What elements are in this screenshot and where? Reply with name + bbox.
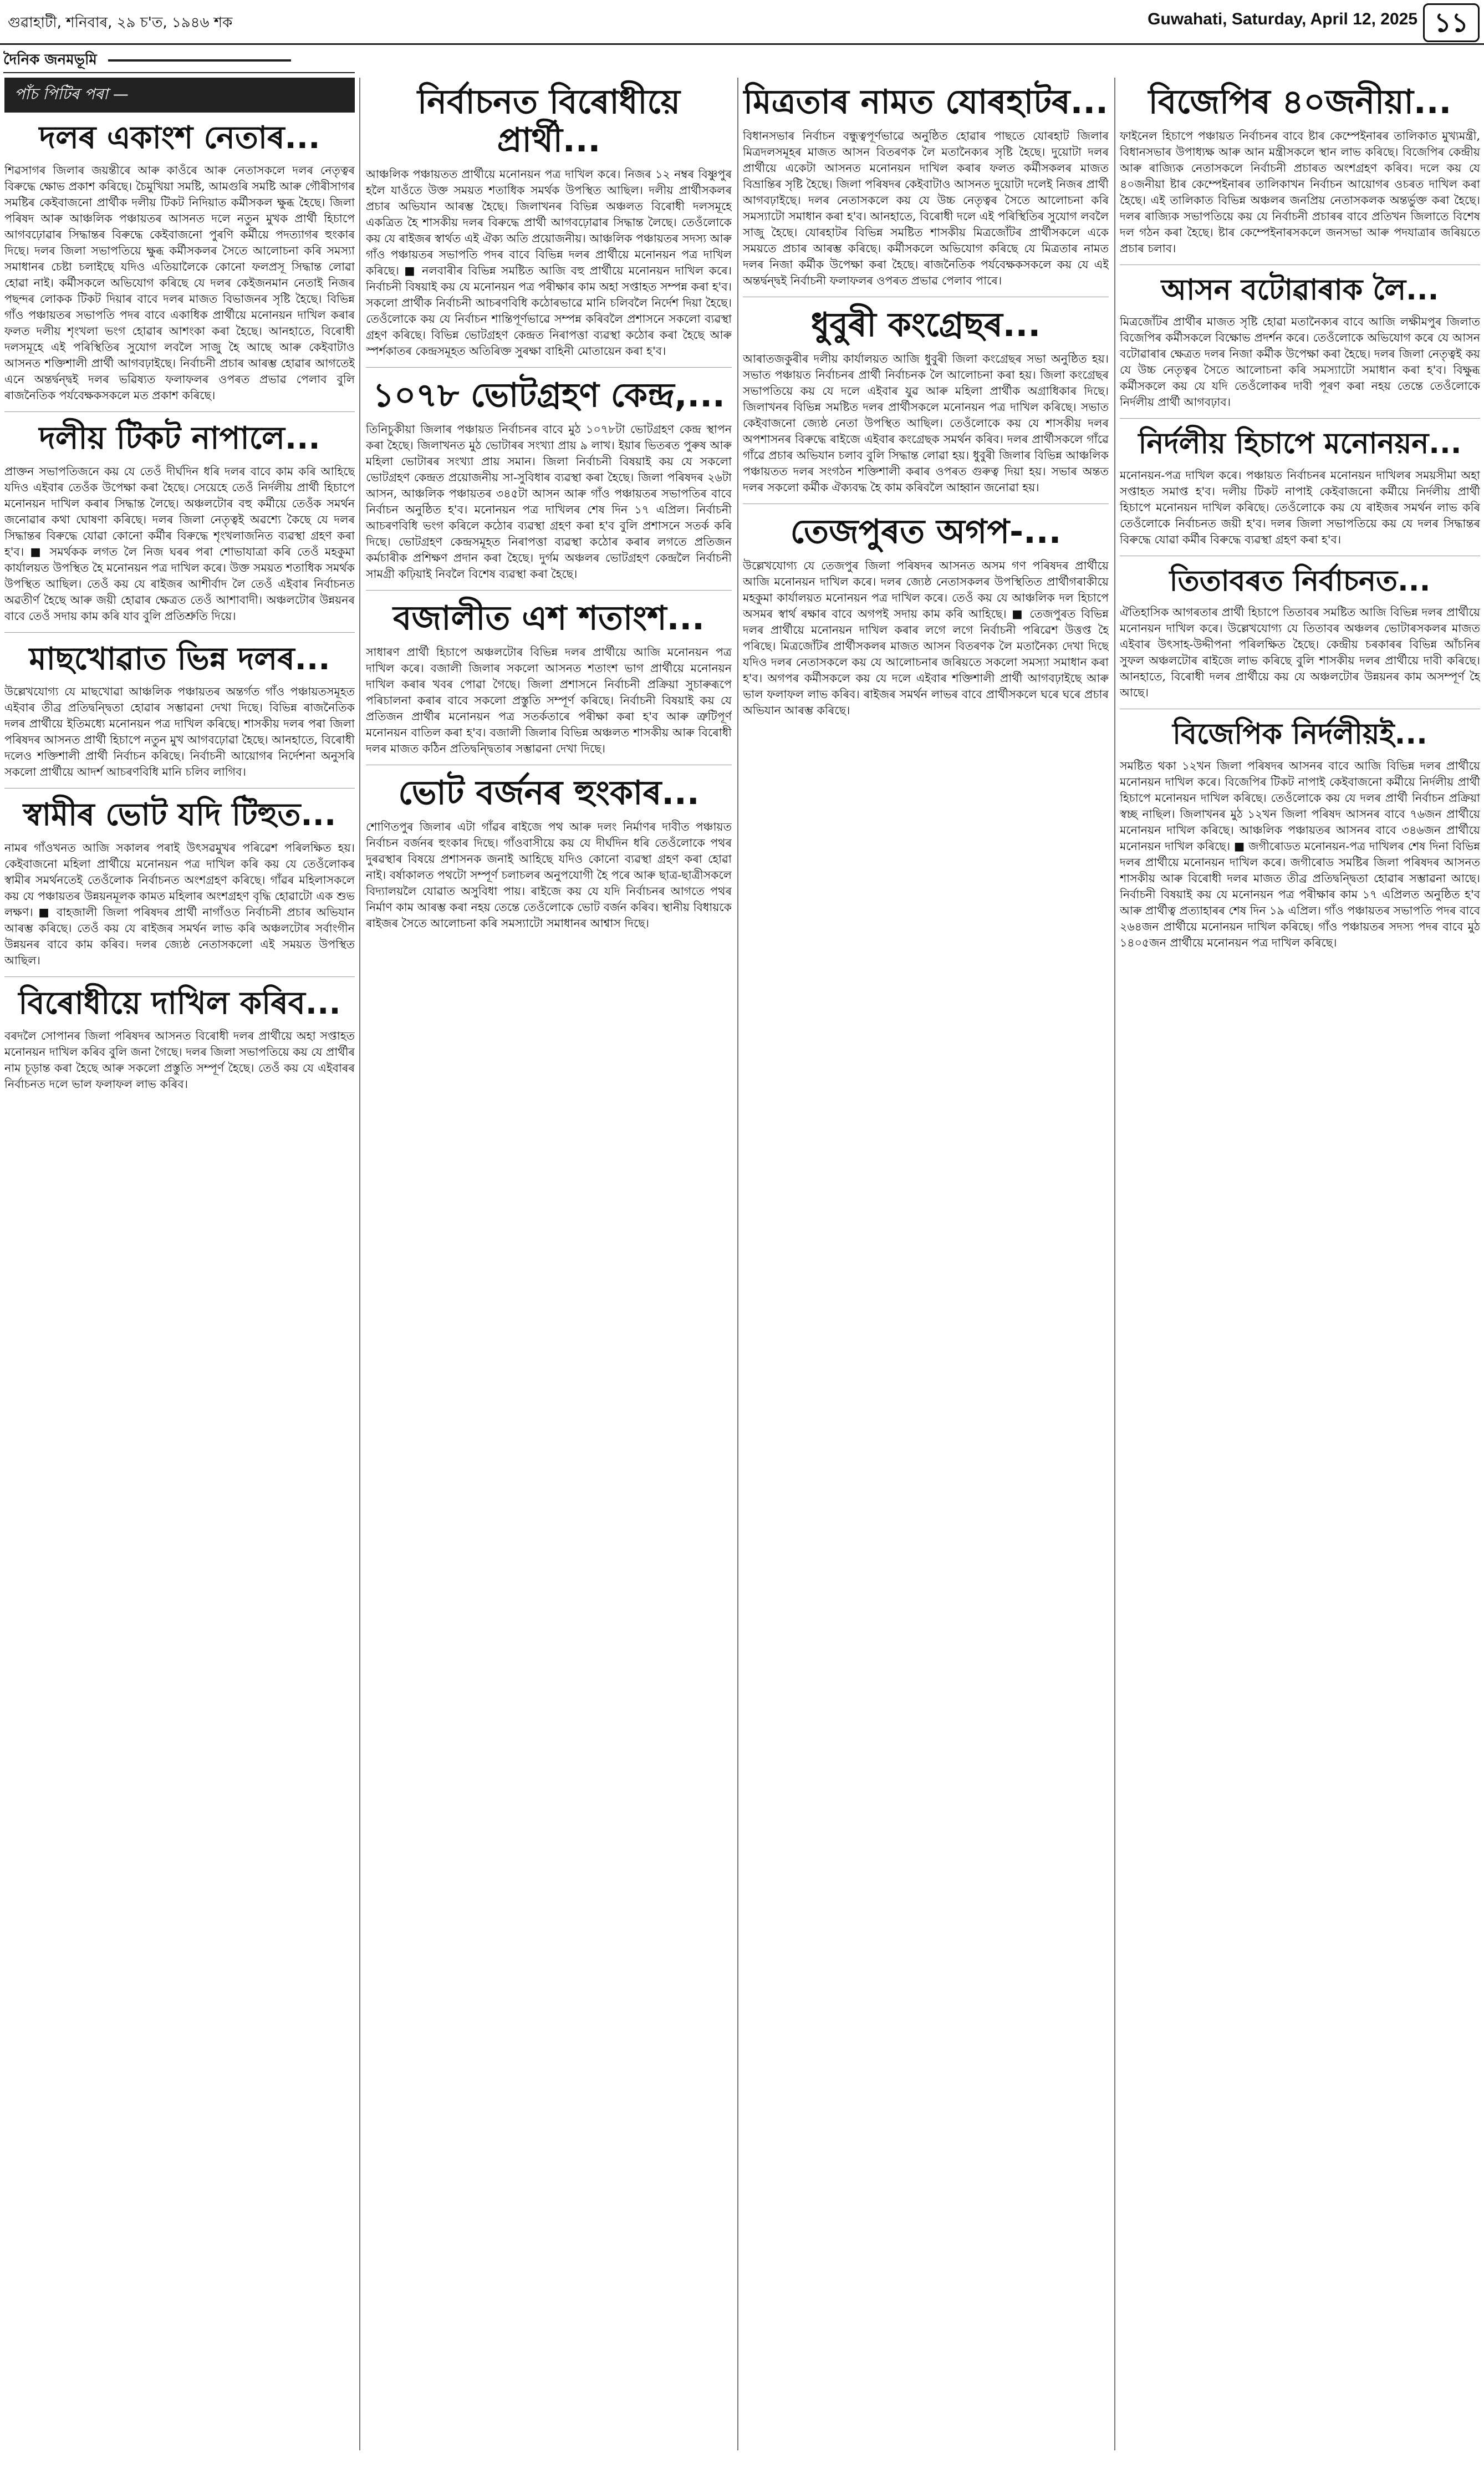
column-3	[743, 78, 1109, 2450]
article	[743, 513, 1109, 726]
paper-name	[3, 48, 355, 73]
article-headline[interactable]: বজালীত এশ শতাংশ...	[393, 599, 705, 638]
article	[366, 377, 732, 591]
article-headline[interactable]: দলৰ একাংশ নেতাৰ...	[39, 120, 320, 156]
article-body: ঐতিহাসিক আগৰতাৰ প্ৰাৰ্থী হিচাপে তিতাবৰ সমষ্টিত আজি বিভিন্ন দলৰ প্ৰাৰ্থীয়ে মনোনয়ন দাখিল কৰে। উল্লেখযোগ্য যে তিতাবৰ অঞ্চলৰ ভোটাৰসকলৰ মাজত এইবাৰ উৎসাহ-উদ্দীপনা পৰিলক্ষিত হৈছে। কেন্দ্ৰীয় চৰকাৰৰ বিভিন্ন আঁচনিৰ সুফল অঞ্চলটোৰ ৰাইজে লাভ কৰিছে বুলি শাসকীয় দলৰ প্ৰাৰ্থীয়ে দাবী কৰিছে। আনহাতে, বিৰোধী দলৰ প্ৰাৰ্থীয়ে কয় যে অঞ্চলটোৰ উন্নয়নৰ কাম অসম্পূৰ্ণ হৈ আছে।	[1120, 606, 1480, 700]
paper-name-text: দৈনিক জনমভূমি	[3, 52, 97, 68]
article	[4, 642, 355, 789]
article-headline[interactable]: বিৰোধীয়ে দাখিল কৰিব...	[18, 985, 341, 1021]
article	[1120, 428, 1480, 556]
article	[743, 83, 1109, 297]
article-headline[interactable]: স্বামীৰ ভোট যদি টিহুত...	[23, 797, 336, 833]
article-body: শিৱসাগৰ জিলাৰ জয়ন্তীৰে আৰু কাওঁৰে আৰু নেতাসকলে দলৰ নেতৃত্বৰ বিৰুদ্ধে ক্ষোভ প্ৰকাশ কৰিছে। চৈমুখিয়া সমষ্টি, আমগুৰি সমষ্টি আৰু গৌৰীসাগৰ সমষ্টিৰ কেইবাজনো প্ৰাৰ্থীক দলীয় টিকট নিদিয়াত কৰ্মীসকল ক্ষুব্ধ হৈছে। জিলা পৰিষদ আৰু আঞ্চলিক পঞ্চায়তৰ আসনত দলে নতুন মুখক প্ৰাৰ্থী হিচাপে আগবঢ়োৱাৰ সিদ্ধান্তৰ বিৰুদ্ধে কেইবাজনো পুৰণি কৰ্মীয়ে পদত্যাগৰ হুংকাৰ দিছে। দলৰ জিলা সভাপতিয়ে ক্ষুব্ধ কৰ্মীসকলৰ সৈতে আলোচনা কৰি সমস্যা সমাধানৰ চেষ্টা চলাইছে যদিও এতিয়ালৈকে কোনো ফলপ্ৰসূ সিদ্ধান্ত লোৱা হোৱা নাই। কৰ্মীসকলে অভিযোগ কৰিছে যে দলৰ কেইজনমান নেতাই নিজৰ পছন্দৰ লোকক টিকট দিয়াৰ বাবে দলৰ মাজত বিভাজনৰ সৃষ্টি হৈছে। বিভিন্ন গাঁও পঞ্চায়তৰ সভাপতি পদৰ বাবে একাধিক প্ৰাৰ্থীয়ে মনোনয়ন দাখিল কৰাৰ ফলত দলীয় শৃংখলা ভংগ হোৱাৰ আশংকা কৰা হৈছে। আনহাতে, বিৰোধী দলসমূহে এই পৰিস্থিতিৰ সুযোগ লবলৈ সাজু হৈ আছে আৰু কেইবাটাও আসনত শক্তিশালী প্ৰাৰ্থী আগবঢ়াইছে। নিৰ্বাচনী প্ৰচাৰ আৰম্ভ হোৱাৰ আগতেই এনে অন্তৰ্দ্বন্দ্বই দলৰ ভৱিষ্যত ফলাফলৰ ওপৰত প্ৰভাৱ পেলাব বুলি ৰাজনৈতিক পৰ্যবেক্ষকসকলে মত প্ৰকাশ কৰিছে।	[4, 164, 355, 403]
article	[1120, 274, 1480, 419]
article-headline[interactable]: তিতাবৰত নিৰ্বাচনত...	[1169, 564, 1431, 598]
continued-tag: পাঁচ পিটিৰ পৰা —	[4, 78, 355, 113]
column-divider	[359, 78, 360, 2450]
column-divider	[737, 78, 738, 2450]
article	[4, 421, 355, 632]
article-headline[interactable]: মিত্ৰতাৰ নামত যোৰহাটৰ...	[743, 83, 1108, 121]
column-1	[4, 78, 355, 2450]
article	[4, 797, 355, 976]
date-english: Guwahati, Saturday, April 12, 2025	[1148, 10, 1417, 28]
column-divider	[1114, 78, 1115, 2450]
article-body: সাধাৰণ প্ৰাৰ্থী হিচাপে অঞ্চলটোৰ বিভিন্ন দলৰ প্ৰাৰ্থীয়ে আজি মনোনয়ন পত্ৰ দাখিল কৰে। বজালী জিলাৰ সকলো আসনত শতাংশ ভাগ প্ৰাৰ্থীয়ে মনোনয়ন দাখিল কৰাৰ খবৰ পোৱা গৈছে। জিলা প্ৰশাসনে নিৰ্বাচনী প্ৰক্ৰিয়া সুচাৰুৰূপে পৰিচালনা কৰাৰ বাবে সকলো প্ৰস্তুতি সম্পূৰ্ণ কৰিছে। নিৰ্বাচনী বিষয়াই কয় যে প্ৰতিজন প্ৰাৰ্থীৰ মনোনয়ন পত্ৰ সতৰ্কতাৰে পৰীক্ষা কৰা হ'ব আৰু ত্ৰুটিপূৰ্ণ মনোনয়ন বাতিল কৰা হ'ব। বজালী জিলাৰ বিভিন্ন অঞ্চলত শাসকীয় আৰু বিৰোধী দলৰ মাজত কঠিন প্ৰতিদ্বন্দ্বিতাৰ সম্ভাৱনা দেখা দিছে।	[366, 645, 732, 755]
article	[1120, 83, 1480, 265]
article-headline[interactable]: দলীয় টিকট নাপালে...	[39, 420, 320, 457]
article-body: উল্লেখযোগ্য যে মাছখোৱা আঞ্চলিক পঞ্চায়তৰ অন্তৰ্গত গাঁও পঞ্চায়তসমূহত এইবাৰ তীব্ৰ প্ৰতিদ্বন্দ্বিতা হোৱাৰ সম্ভাৱনা দেখা দিছে। বিভিন্ন ৰাজনৈতিক দলৰ প্ৰাৰ্থীয়ে ইতিমধ্যে মনোনয়ন পত্ৰ দাখিল কৰিছে। শাসকীয় দলৰ পৰা জিলা পৰিষদৰ আসনত প্ৰাৰ্থী হিচাপে নতুন মুখ আগবঢ়োৱা হৈছে। আনহাতে, বিৰোধী দলেও শক্তিশালী প্ৰাৰ্থী নিৰ্বাচন কৰিছে। নিৰ্বাচনী আয়োগৰ নিৰ্দেশনা অনুসৰি সকলো প্ৰাৰ্থীয়ে আদৰ্শ আচৰণবিধি মানি চলিব লাগিব।	[4, 685, 355, 779]
article	[366, 774, 732, 939]
article	[4, 120, 355, 412]
article-body: মিত্ৰজোঁটৰ প্ৰাৰ্থীৰ মাজত সৃষ্টি হোৱা মতানৈক্যৰ বাবে আজি লক্ষীমপুৰ জিলাত বিজেপিৰ কৰ্মীসকলে বিক্ষোভ প্ৰদৰ্শন কৰে। তেওঁলোকে অভিযোগ কৰে যে আসন বটোৱাৰাৰ ক্ষেত্ৰত দলৰ নিজা কৰ্মীক উপেক্ষা কৰা হৈছে। দলৰ জিলা নেতৃত্বই কয় যে উচ্চ নেতৃত্বৰ সৈতে আলোচনা কৰি সমস্যাটো সমাধান কৰা হ'ব। বিক্ষুব্ধ কৰ্মীসকলে কয় যে যদি তেওঁলোকৰ দাবী পূৰণ কৰা নহয় তেন্তে তেওঁলোকে নিৰ্দলীয় প্ৰাৰ্থী আগবঢ়াব।	[1120, 314, 1480, 409]
column-4	[1120, 78, 1480, 2450]
article	[1120, 565, 1480, 710]
date-local: গুৱাহাটী, শনিবাৰ, ২৯ চ'ত, ১৯৪৬ শক	[8, 14, 233, 31]
article-headline[interactable]: নিৰ্দলীয় হিচাপে মনোনয়ন...	[1138, 426, 1462, 460]
article-body: প্ৰাক্তন সভাপতিজনে কয় যে তেওঁ দীৰ্ঘদিন ধৰি দলৰ বাবে কাম কৰি আহিছে যদিও এইবাৰ তেওঁক উপেক্ষা কৰা হৈছে। সেয়েহে তেওঁ নিৰ্দলীয় প্ৰাৰ্থী হিচাপে মনোনয়ন দাখিল কৰাৰ সিদ্ধান্ত লৈছে। অঞ্চলটোৰ বহু কৰ্মীয়ে তেওঁক সমৰ্থন জনোৱাৰ কথা ঘোষণা কৰিছে। দলৰ জিলা নেতৃত্বই অৱশ্যে কৈছে যে দলৰ সিদ্ধান্তৰ বিৰুদ্ধে যোৱা কোনো কৰ্মীৰ বিৰুদ্ধে শৃংখলাজনিত ব্যৱস্থা গ্ৰহণ কৰা হ'ব। ■ সমৰ্থকক লগত লৈ নিজ ঘৰৰ পৰা শোভাযাত্ৰা কৰি তেওঁ মহকুমা কাৰ্যালয়ত উপস্থিত হৈ মনোনয়ন পত্ৰ দাখিল কৰে। উক্ত সময়ত শতাধিক সমৰ্থক উপস্থিত আছিল। তেওঁ কয় যে ৰাইজৰ আশীৰ্বাদ লৈ তেওঁ এইবাৰ নিৰ্বাচনত অৱতীৰ্ণ হৈছে আৰু জয়ী হোৱাৰ ক্ষেত্ৰত তেওঁ আশাবাদী। অঞ্চলটোৰ উন্নয়নৰ বাবে তেওঁ সদায় কাম কৰি যাব বুলি প্ৰতিশ্ৰুতি দিয়ে।	[4, 464, 355, 623]
article-body: আঞ্চলিক পঞ্চায়তত প্ৰাৰ্থীয়ে মনোনয়ন পত্ৰ দাখিল কৰে। নিজৰ ১২ নম্বৰ বিষ্ণুপুৰ হলৈ যাওঁতে উক্ত সময়ত শতাধিক সমৰ্থক উপস্থিত আছিল। দলীয় প্ৰাৰ্থীসকলৰ প্ৰচাৰ অভিযান আৰম্ভ হৈছে। জিলাখনৰ বিভিন্ন অঞ্চলত বিৰোধী দলসমূহে একত্ৰিত হৈ শাসকীয় দলৰ বিৰুদ্ধে প্ৰাৰ্থী আগবঢ়োৱাৰ সিদ্ধান্ত লৈছে। তেওঁলোকে কয় যে ৰাইজৰ স্বাৰ্থত এই ঐক্য অতি প্ৰয়োজনীয়। আঞ্চলিক পঞ্চায়তৰ সদস্য আৰু গাঁও পঞ্চায়তৰ সভাপতি পদৰ বাবে বিভিন্ন দলৰ প্ৰাৰ্থীয়ে মনোনয়ন পত্ৰ দাখিল কৰিছে। ■ নলবাৰীৰ বিভিন্ন সমষ্টিত আজি বহু প্ৰাৰ্থীয়ে মনোনয়ন দাখিল কৰে। নিৰ্বাচনী বিষয়াই কয় যে মনোনয়ন পত্ৰ পৰীক্ষাৰ কাম অহা সপ্তাহত সম্পন্ন কৰা হ'ব। সকলো প্ৰাৰ্থীক নিৰ্বাচনী আচৰণবিধি কঠোৰভাৱে মানি চলিবলৈ নিৰ্দেশ দিয়া হৈছে। তেওঁলোকে কয় যে নিৰ্বাচন শান্তিপূৰ্ণভাৱে সম্পন্ন কৰিবলৈ প্ৰশাসনে সকলো ব্যৱস্থা গ্ৰহণ কৰিছে। বিভিন্ন ভোটগ্ৰহণ কেন্দ্ৰত নিৰাপত্তা ব্যৱস্থা কঠোৰ কৰা হৈছে আৰু স্পৰ্শকাতৰ কেন্দ্ৰসমূহত অতিৰিক্ত সুৰক্ষা বাহিনী মোতায়েন কৰা হ'ব।	[366, 167, 732, 358]
article	[1120, 718, 1480, 959]
article-headline[interactable]: নিৰ্বাচনত বিৰোধীয়ে প্ৰাৰ্থী...	[417, 83, 680, 160]
article-headline[interactable]: আসন বটোৱাৰাক লৈ...	[1161, 273, 1439, 307]
article	[743, 306, 1109, 504]
article-body: আৰাতজকুৰীৰ দলীয় কাৰ্যালয়ত আজি ধুবুৰী জিলা কংগ্ৰেছৰ সভা অনুষ্ঠিত হয়। সভাত পঞ্চায়ত নিৰ্বাচনৰ প্ৰাৰ্থী নিৰ্বাচনক লৈ আলোচনা কৰা হয়। জিলা কংগ্ৰেছৰ সভাপতিয়ে কয় যে দলে এইবাৰ যুৱ আৰু মহিলা প্ৰাৰ্থীক অগ্ৰাধিকাৰ দিছে। জিলাখনৰ বিভিন্ন সমষ্টিত দলৰ প্ৰাৰ্থীসকলে মনোনয়ন পত্ৰ দাখিল কৰিছে। সভাত কেইবাজনো জ্যেষ্ঠ নেতা উপস্থিত আছিল। তেওঁলোকে কয় যে শাসকীয় দলৰ অপশাসনৰ বিৰুদ্ধে ৰাইজে এইবাৰ কংগ্ৰেছক সমৰ্থন কৰিব। দলৰ প্ৰাৰ্থীসকলে গাঁৱে গাঁৱে প্ৰচাৰ অভিযান চলাব বুলি সিদ্ধান্ত লোৱা হয়। ধুবুৰী জিলাৰ বিভিন্ন আঞ্চলিক পঞ্চায়তত দলৰ সংগঠন শক্তিশালী কৰাৰ ওপৰত গুৰুত্ব দিয়া হয়। সভাৰ অন্তত দলৰ সকলো কৰ্মীক ঐক্যবদ্ধ হৈ কাম কৰিবলৈ আহ্বান জনোৱা হয়।	[743, 352, 1109, 494]
article-headline[interactable]: মাছখোৱাত ভিন্ন দলৰ...	[29, 640, 330, 677]
article	[366, 83, 732, 368]
article-body: বৰদলৈ সোপানৰ জিলা পৰিষদৰ আসনত বিৰোধী দলৰ প্ৰাৰ্থীয়ে অহা সপ্তাহত মনোনয়ন দাখিল কৰিব বুলি জনা গৈছে। দলৰ জিলা সভাপতিয়ে কয় যে প্ৰাৰ্থীৰ নাম চূড়ান্ত কৰা হৈছে আৰু সকলো প্ৰস্তুতি সম্পূৰ্ণ হৈছে। তেওঁ কয় যে এইবাৰৰ নিৰ্বাচনত দলে ভাল ফলাফল লাভ কৰিব।	[4, 1029, 355, 1091]
article	[4, 986, 355, 1100]
article-body: নামৰ গাঁওখনত আজি সকালৰ পৰাই উৎসৱমুখৰ পৰিৱেশ পৰিলক্ষিত হয়। কেইবাজনো মহিলা প্ৰাৰ্থীয়ে মনোনয়ন পত্ৰ দাখিল কৰি কয় যে তেওঁলোকৰ স্বামীৰ সমৰ্থনতেই তেওঁলোক নিৰ্বাচনত অংশগ্ৰহণ কৰিছে। গাঁৱৰ মহিলাসকলে কয় যে পঞ্চায়তৰ উন্নয়নমূলক কামত মহিলাৰ অংশগ্ৰহণ বৃদ্ধি হোৱাটো এক শুভ লক্ষণ। ■ বাহজালী জিলা পৰিষদৰ প্ৰাৰ্থী নাগাঁওত নিৰ্বাচনী প্ৰচাৰ অভিযান আৰম্ভ কৰিছে। তেওঁ কয় যে ৰাইজৰ সমৰ্থন লাভ কৰি অঞ্চলটোৰ সৰ্বাংগীন উন্নয়নৰ বাবে কাম কৰিব। দলৰ জ্যেষ্ঠ নেতাসকলো এই সময়ত উপস্থিত আছিল।	[4, 841, 355, 967]
article-body: শোণিতপুৰ জিলাৰ এটা গাঁৱৰ ৰাইজে পথ আৰু দলং নিৰ্মাণৰ দাবীত পঞ্চায়ত নিৰ্বাচন বৰ্জনৰ হুংকাৰ দিছে। গাঁওবাসীয়ে কয় যে দীৰ্ঘদিন ধৰি তেওঁলোকে পথৰ দুৰৱস্থাৰ বিষয়ে প্ৰশাসনক জনাই আহিছে যদিও কোনো ব্যৱস্থা গ্ৰহণ কৰা হোৱা নাই। বৰ্ষাকালত পথটো সম্পূৰ্ণ চলাচলৰ অনুপযোগী হৈ পৰে আৰু ছাত্ৰ-ছাত্ৰীসকলে বিদ্যালয়লৈ যোৱাত অসুবিধা পায়। ৰাইজে কয় যে যদি নিৰ্বাচনৰ আগতে পথৰ নিৰ্মাণ কাম আৰম্ভ কৰা নহয় তেন্তে তেওঁলোকে ভোট বৰ্জন কৰিব। স্থানীয় বিধায়কে ৰাইজৰ সৈতে আলোচনা কৰি সমস্যাটো সমাধানৰ আশ্বাস দিছে।	[366, 820, 732, 930]
article-headline[interactable]: ধুবুৰী কংগ্ৰেছৰ...	[810, 306, 1041, 344]
article-body: ফাইনেল হিচাপে পঞ্চায়ত নিৰ্বাচনৰ বাবে ষ্টাৰ কেম্পেইনাৰৰ তালিকাত মুখ্যমন্ত্ৰী, বিধানসভাৰ উপাধ্যক্ষ আৰু আন মন্ত্ৰীসকলে স্থান লাভ কৰিছে। বিজেপিৰ কেন্দ্ৰীয় আৰু ৰাজ্যিক নেতাসকলে নিৰ্বাচনী প্ৰচাৰত অংশগ্ৰহণ কৰিব। দলে কয় যে ৪০জনীয়া ষ্টাৰ কেম্পেইনাৰৰ তালিকাখন নিৰ্বাচন আয়োগৰ ওচৰত দাখিল কৰা হৈছে। এই তালিকাত বিভিন্ন অঞ্চলৰ জনপ্ৰিয় নেতাসকলক অন্তৰ্ভুক্ত কৰা হৈছে। দলৰ ৰাজ্যিক সভাপতিয়ে কয় যে নিৰ্বাচনী প্ৰচাৰৰ বাবে প্ৰতিখন জিলাতে বিশেষ দল গঠন কৰা হৈছে। ষ্টাৰ কেম্পেইনাৰসকলে জনসভা আৰু পদযাত্ৰাৰ জৰিয়তে প্ৰচাৰ চলাব।	[1120, 129, 1480, 255]
article-body: সমষ্টিত থকা ১২খন জিলা পৰিষদৰ আসনৰ বাবে আজি বিভিন্ন দলৰ প্ৰাৰ্থীয়ে মনোনয়ন দাখিল কৰে। বিজেপিৰ টিকট নাপাই কেইবাজনো কৰ্মীয়ে নিৰ্দলীয় প্ৰাৰ্থী হিচাপে মনোনয়ন দাখিল কৰিছে। তেওঁলোকে কয় যে দলৰ প্ৰাৰ্থী নিৰ্বাচন প্ৰক্ৰিয়া স্বচ্ছ নাছিল। জিলাখনৰ মুঠ ১২খন জিলা পৰিষদ আসনৰ বাবে ৭৬জন প্ৰাৰ্থীয়ে মনোনয়ন দাখিল কৰিছে। আঞ্চলিক পঞ্চায়তৰ আসনৰ বাবে ৩৪৬জন প্ৰাৰ্থীয়ে মনোনয়ন দাখিল কৰিছে। ■ জগীৰোডত মনোনয়ন-পত্ৰ দাখিলৰ শেষ দিনা বিভিন্ন দলৰ প্ৰাৰ্থীয়ে মনোনয়ন দাখিল কৰে। জগীৰোড সমষ্টিৰ জিলা পৰিষদৰ আসনত শাসকীয় আৰু বিৰোধী দলৰ মাজত তীব্ৰ প্ৰতিদ্বন্দ্বিতা হোৱাৰ সম্ভাৱনা আছে। নিৰ্বাচনী বিষয়াই কয় যে মনোনয়ন পত্ৰ পৰীক্ষাৰ কাম ১৭ এপ্ৰিলত অনুষ্ঠিত হ'ব আৰু প্ৰাৰ্থীত্ব প্ৰত্যাহাৰৰ শেষ দিন ১৯ এপ্ৰিল। গাঁও পঞ্চায়তৰ সভাপতি পদৰ বাবে ২৬৪জন প্ৰাৰ্থীয়ে মনোনয়ন দাখিল কৰিছে। গাঁও পঞ্চায়তৰ সদস্য পদৰ বাবে মুঠ ১৪০৫জন প্ৰাৰ্থীয়ে মনোনয়ন পত্ৰ দাখিল কৰিছে।	[1120, 759, 1480, 950]
header-rule	[108, 59, 291, 62]
article-body: উল্লেখযোগ্য যে তেজপুৰ জিলা পৰিষদৰ আসনত অসম গণ পৰিষদৰ প্ৰাৰ্থীয়ে আজি মনোনয়ন দাখিল কৰে। দলৰ জ্যেষ্ঠ নেতাসকলৰ উপস্থিতিত প্ৰাৰ্থীগৰাকীয়ে মহকুমা কাৰ্যালয়ত মনোনয়ন পত্ৰ দাখিল কৰে। তেওঁ কয় যে আঞ্চলিক দল হিচাপে অসমৰ স্বাৰ্থ ৰক্ষাৰ বাবে অগপই সদায় কাম কৰি আহিছে। ■ তেজপুৰত বিভিন্ন দলৰ প্ৰাৰ্থীয়ে মনোনয়ন দাখিল কৰাৰ লগে লগে নিৰ্বাচনী পৰিৱেশ উত্তপ্ত হৈ পৰিছে। মিত্ৰজোঁটৰ প্ৰাৰ্থীসকলৰ মাজত আসন বিতৰণক লৈ মতানৈক্য দেখা দিছে যদিও দলৰ নেতাসকলে কয় যে আলোচনাৰ জৰিয়তে সকলো সমস্যা সমাধান কৰা হ'ব। অগপৰ কৰ্মীসকলে কয় যে দলে এইবাৰ শক্তিশালী প্ৰাৰ্থী আগবঢ়াইছে আৰু ভাল ফলাফল লাভ কৰিব। ৰাইজৰ সমৰ্থন লাভৰ বাবে প্ৰাৰ্থীসকলে ঘৰে ঘৰে প্ৰচাৰ অভিযান আৰম্ভ কৰিছে।	[743, 559, 1109, 717]
article-headline[interactable]: ১০৭৮ ভোটগ্ৰহণ কেন্দ্ৰ,...	[373, 376, 725, 415]
article-body: তিনিচুকীয়া জিলাৰ পঞ্চায়ত নিৰ্বাচনৰ বাবে মুঠ ১০৭৮টা ভোটগ্ৰহণ কেন্দ্ৰ স্থাপন কৰা হৈছে। জিলাখনত মুঠ ভোটাৰৰ সংখ্যা প্ৰায় ৯ লাখ। ইয়াৰ ভিতৰত পুৰুষ আৰু মহিলা ভোটাৰৰ সংখ্যা প্ৰায় সমান। জিলা নিৰ্বাচনী বিষয়াই কয় যে সকলো ভোটগ্ৰহণ কেন্দ্ৰত প্ৰয়োজনীয় সা-সুবিধাৰ ব্যৱস্থা কৰা হৈছে। জিলা পৰিষদৰ ২৬টা আসন, আঞ্চলিক পঞ্চায়তৰ ৩৪৫টা আসন আৰু গাঁও পঞ্চায়তৰ সভাপতিৰ বাবে নিৰ্বাচন অনুষ্ঠিত হ'ব। মনোনয়ন পত্ৰ দাখিলৰ শেষ দিন ১৭ এপ্ৰিল। নিৰ্বাচনী আচৰণবিধি ভংগ কৰিলে কঠোৰ ব্যৱস্থা গ্ৰহণ কৰা হ'ব বুলি প্ৰশাসনে সতৰ্ক কৰি দিছে। ভোটগ্ৰহণ কেন্দ্ৰসমূহত নিৰাপত্তা ব্যৱস্থা কঠোৰ কৰাৰ লগতে প্ৰতিজন কৰ্মচাৰীক প্ৰশিক্ষণ প্ৰদান কৰা হৈছে। দুৰ্গম অঞ্চলৰ ভোটগ্ৰহণ কেন্দ্ৰলৈ নিৰ্বাচনী সামগ্ৰী কঢ়িয়াই নিবলৈ বিশেষ ব্যৱস্থা কৰা হৈছে।	[366, 423, 732, 581]
article-body: মনোনয়ন-পত্ৰ দাখিল কৰে। পঞ্চায়ত নিৰ্বাচনৰ মনোনয়ন দাখিলৰ সময়সীমা অহা সপ্তাহত সমাপ্ত হ'ব। দলীয় টিকট নাপাই কেইবাজনো কৰ্মীয়ে নিৰ্দলীয় প্ৰাৰ্থী হিচাপে মনোনয়ন দাখিল কৰিছে। তেওঁলোকে কয় যে ৰাইজৰ সমৰ্থন লাভ কৰি তেওঁলোকে নিৰ্বাচনত জয়ী হ'ব। দলৰ জিলা সভাপতিয়ে কয় যে দলৰ সিদ্ধান্তৰ বিৰুদ্ধে যোৱা কৰ্মীৰ বিৰুদ্ধে ব্যৱস্থা গ্ৰহণ কৰা হ'ব।	[1120, 468, 1480, 546]
article-headline[interactable]: তেজপুৰত অগপ-...	[790, 512, 1062, 551]
page-number: ১১	[1423, 3, 1480, 42]
article-headline[interactable]: ভোট বৰ্জনৰ হুংকাৰ...	[398, 774, 700, 812]
article	[366, 599, 732, 765]
article-headline[interactable]: বিজেপিক নিৰ্দলীয়ই...	[1172, 718, 1427, 751]
article-headline[interactable]: বিজেপিৰ ৪০জনীয়া...	[1148, 83, 1452, 121]
article-body: বিধানসভাৰ নিৰ্বাচন বন্ধুত্বপূৰ্ণভাৱে অনুষ্ঠিত হোৱাৰ পাছতে যোৰহাট জিলাৰ মিত্ৰদলসমূহৰ মাজত আসন বিতৰণক লৈ মতানৈক্যৰ সৃষ্টি হৈছে। দুয়োটা দলৰ প্ৰাৰ্থীয়ে একেটা আসনত মনোনয়ন দাখিল কৰাৰ ফলত কৰ্মীসকলৰ মাজত বিভ্ৰান্তিৰ সৃষ্টি হৈছে। জিলা পৰিষদৰ কেইবাটাও আসনত দুয়োটা দলেই নিজৰ প্ৰাৰ্থী আগবঢ়াইছে। দলৰ নেতাসকলে কয় যে উচ্চ নেতৃত্বৰ সৈতে আলোচনা কৰি সমস্যাটো সমাধান কৰা হ'ব। আনহাতে, বিৰোধী দলে এই পৰিস্থিতিৰ সুযোগ লবলৈ সাজু হৈছে। যোৰহাটৰ বিভিন্ন সমষ্টিত শাসকীয় মিত্ৰজোঁটৰ প্ৰাৰ্থীসকলে একে সময়তে প্ৰচাৰ আৰম্ভ কৰিছে। কৰ্মীসকলে অভিযোগ কৰিছে যে মিত্ৰতাৰ নামত দলৰ নিজা কৰ্মীক উপেক্ষা কৰা হৈছে। ৰাজনৈতিক পৰ্যবেক্ষকসকলে কয় যে এই অন্তৰ্দ্বন্দ্বই নিৰ্বাচনী ফলাফলৰ ওপৰত প্ৰভাৱ পেলাব পাৰে।	[743, 129, 1109, 287]
column-2	[366, 78, 732, 2450]
masthead-bar	[0, 0, 1484, 45]
